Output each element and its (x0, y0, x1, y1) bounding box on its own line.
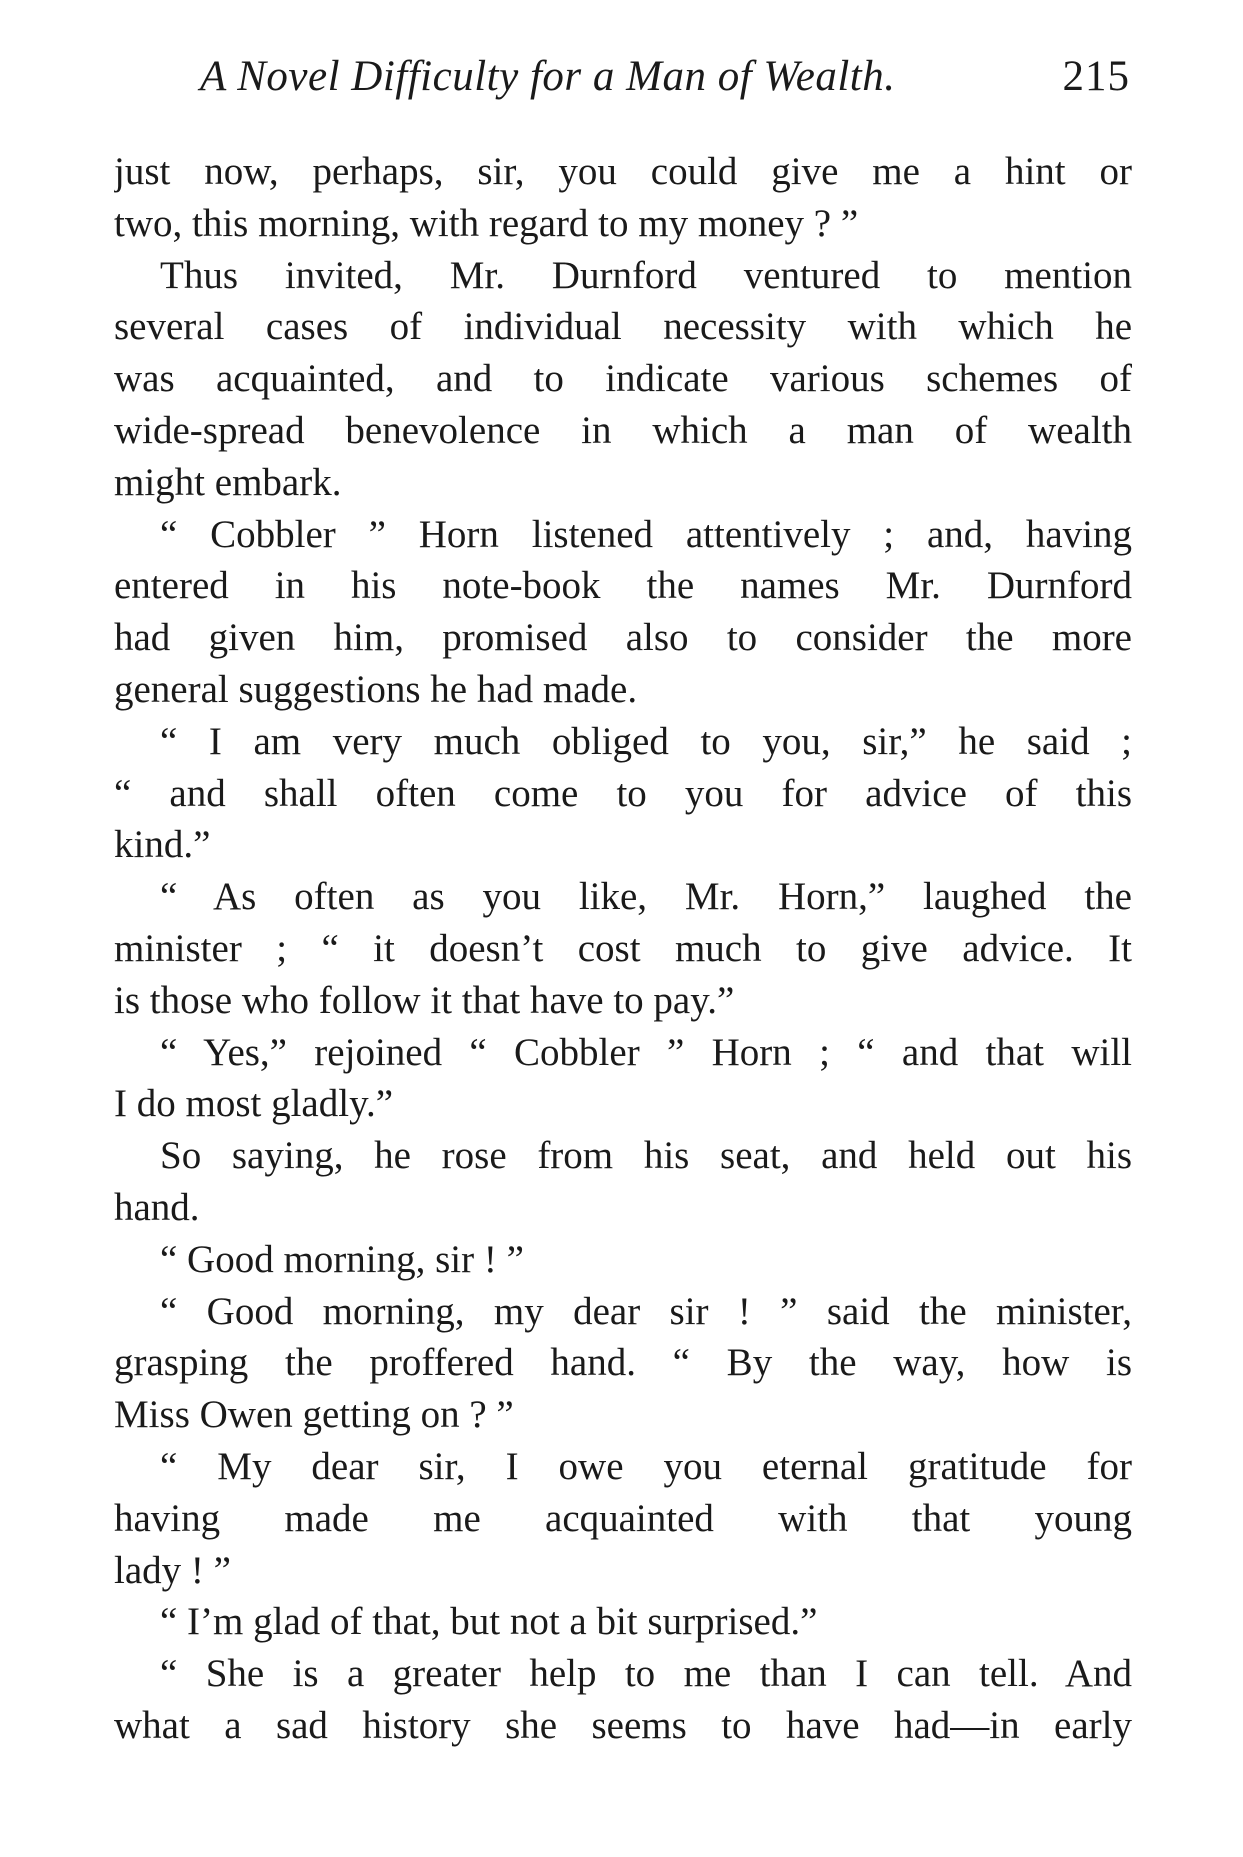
text-line: kind.” (114, 823, 211, 867)
text-line: “ Good morning, my dear sir ! ” said the minister, (160, 1289, 1132, 1333)
text-line: might embark. (114, 460, 342, 504)
text-line: is those who follow it that have to pay.” (114, 978, 735, 1022)
text-line: entered in his note-book the names Mr. Durnford (114, 564, 1132, 608)
text-line: “ As often as you like, Mr. Horn,” laughed the (160, 875, 1132, 919)
text-line: what a sad history she seems to have had—in early (114, 1703, 1132, 1747)
text-line: I do most gladly.” (114, 1082, 394, 1126)
text-line: general suggestions he had made. (114, 667, 638, 711)
text-line: several cases of individual necessity with which he (114, 305, 1132, 349)
text-line: “ I am very much obliged to you, sir,” he said ; (160, 719, 1132, 763)
text-line: Miss Owen getting on ? ” (114, 1393, 514, 1437)
text-line: Thus invited, Mr. Durnford ventured to mention (160, 253, 1132, 297)
text-line: was acquainted, and to indicate various schemes of (114, 357, 1132, 401)
text-line: “ Yes,” rejoined “ Cobbler ” Horn ; “ and that will (160, 1030, 1132, 1074)
text-line: “ Good morning, sir ! ” (160, 1237, 524, 1281)
text-line: minister ; “ it doesn’t cost much to give advice. It (114, 926, 1132, 970)
body-text (114, 146, 1132, 1752)
text-line: grasping the proffered hand. “ By the way, how is (114, 1341, 1132, 1385)
running-title: A Novel Difficulty for a Man of Wealth. (200, 53, 896, 100)
text-line: “ She is a greater help to me than I can tell. And (160, 1652, 1132, 1696)
text-line: hand. (114, 1185, 200, 1229)
text-line: “ Cobbler ” Horn listened attentively ; and, having (160, 512, 1132, 556)
text-line: having made me acquainted with that young (114, 1496, 1132, 1540)
text-line: lady ! ” (114, 1548, 231, 1592)
page-header (200, 52, 1130, 112)
text-line: “ My dear sir, I owe you eternal gratitude for (160, 1444, 1132, 1488)
text-line: two, this morning, with regard to my money ? ” (114, 201, 859, 245)
text-line: So saying, he rose from his seat, and held out his (160, 1134, 1132, 1178)
text-line: “ and shall often come to you for advice of this (114, 771, 1132, 815)
text-line: just now, perhaps, sir, you could give me a hint or (114, 150, 1132, 193)
text-line: wide-spread benevolence in which a man of wealth (114, 408, 1132, 452)
text-line: had given him, promised also to consider the more (114, 616, 1132, 660)
text-line: “ I’m glad of that, but not a bit surprised.” (160, 1600, 818, 1644)
page-number: 215 (1062, 53, 1130, 100)
